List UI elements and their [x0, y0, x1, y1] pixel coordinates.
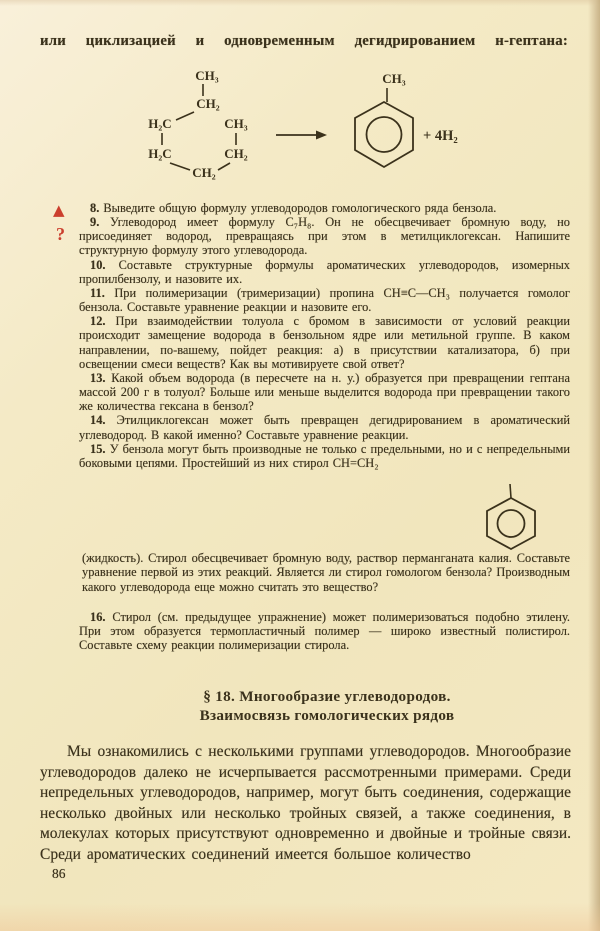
bond-c2-c3 [176, 112, 194, 120]
exercise-item [79, 314, 570, 371]
intro-line: или циклизацией и одновременным дегидрированием н-гептана: [40, 33, 568, 49]
exercise-number: 9. [90, 215, 100, 230]
heptane-structure [148, 68, 248, 180]
heptane-c1-label: CH₃ [195, 68, 219, 83]
section-heading-line1: § 18. Многообразие углеводородов. [203, 688, 451, 705]
exercise-item [79, 371, 570, 413]
exercise-number: 13. [90, 370, 106, 385]
exercise-text: Стирол (см. предыдущее упражнение) может полимеризоваться подобно этилену. При этом образуется термопластичный полимер — широко известный полистирол. Составьте схему реакции полимеризации стирола. [79, 610, 570, 653]
exercise-item-16 [79, 610, 570, 652]
exercise-number: 12. [90, 314, 106, 329]
heptane-c7-label: CH₃ [224, 116, 248, 131]
exercise-number: 15. [90, 441, 106, 456]
toluene-methyl-label: CH₃ [382, 71, 406, 86]
benzene-ring-circle [367, 117, 402, 152]
exercise-number: 16. [90, 610, 106, 624]
exercise-text: У бензола могут быть производные не только с предельными, но и с непредельными боковыми цепями. Простейший из них стирол CH=CH₂ [79, 441, 570, 470]
exercise-text: Составьте структурные формулы ароматических углеводородов, изомерных пропилбензолу, и назовите их. [79, 257, 570, 286]
exercise-item [79, 442, 570, 470]
product-suffix-label: + 4H₂ [423, 128, 458, 144]
bond-c5-c6 [218, 163, 230, 170]
exercise-item [79, 201, 570, 215]
exercise-text: Какой объем водорода (в пересчете на н. у.) образуется при превращении гептана массой 200 г в толуол? Больше или меньше выделится водорода при превращении такого же количества гексана в бензол? [79, 370, 570, 414]
exercise-number: 11. [90, 285, 105, 300]
section-paragraph: Мы ознакомились с несколькими группами углеводородов. Многообразие углеводородов далеко не исчерпывается рассмотренными примерами. Среди непредельных углеводородов, например, могут быть соединения, содержащие несколько двойных или несколько тройных связей, а также соединения, в молекулах которых присутствуют одновременно и двойные и тройные связи. Среди ароматических соединений имеется большое количество [40, 743, 571, 863]
page-number: 86 [52, 866, 66, 881]
exercise-list [79, 201, 570, 470]
heptane-c5-label: CH₂ [192, 165, 216, 180]
page-edge-top [0, 0, 600, 6]
benzene-ring-hexagon [487, 498, 535, 549]
heptane-c3-label: H₂C [148, 116, 172, 131]
exercise-text: При полимеризации (тримеризации) пропина CH≡C—CH₃ получается гомолог бензола. Составьте уравнение реакции и назовите его. [79, 285, 570, 315]
styrene-note: (жидкость). Стирол обесцвечивает бромную воду, раствор перманганата калия. Составьте уравнение первой из этих реакций. Является ли стирол гомологом бензола? Производным какого углеводорода еще можно считать это вещество? [82, 551, 570, 594]
exercise-item [79, 286, 570, 314]
exercise-text: При взаимодействии толуола с бромом в зависимости от условий реакции происходит замещение водорода в бензольном ядре или метильной группе. В каком направлении, по-вашему, пойдет реакция: а) в присутствии катализатора, б) при освещении смеси веществ? Как вы мотивируете свой ответ? [79, 314, 570, 371]
benzene-ring-hexagon [355, 102, 413, 167]
triangle-icon: ▲ [53, 201, 65, 219]
exercise-item [79, 258, 570, 286]
styrene-structure [470, 478, 560, 558]
reaction-diagram [130, 58, 490, 196]
exercise-number: 10. [90, 257, 106, 272]
benzene-ring-circle [498, 510, 525, 537]
exercise-text: Этилциклогексан может быть превращен дегидрированием в ароматический углеводород. В какой именно? Составьте уравнение реакции. [79, 413, 570, 442]
bond-c4-c5 [170, 163, 190, 170]
exercise-number: 8. [90, 201, 100, 215]
exercise-text: Выведите общую формулу углеводородов гомологического ряда бензола. [103, 201, 497, 215]
exercise-number: 14. [90, 413, 106, 428]
page-edge-bottom [0, 903, 600, 931]
exercise-item [79, 413, 570, 441]
section-heading [80, 688, 574, 725]
exercise-item [79, 215, 570, 257]
page-edge-shadow [588, 0, 600, 931]
reaction-arrow-icon [276, 131, 327, 140]
section-heading-line2: Взаимосвязь гомологических рядов [199, 706, 455, 724]
bond-vinyl-ring [510, 484, 511, 498]
heptane-c2-label: CH₂ [196, 96, 220, 111]
toluene-structure [355, 71, 458, 167]
heptane-c4-label: H₂C [148, 146, 172, 161]
exercise-text: Углеводород имеет формулу C₇H₈. Он не обесцвечивает бромную воду, но присоединяет водород, превращаясь при этом в метилциклогексан. Напишите структурную формулу этого углеводорода. [79, 215, 570, 258]
heptane-c6-label: CH₂ [224, 146, 248, 161]
question-icon: ? [56, 224, 65, 244]
